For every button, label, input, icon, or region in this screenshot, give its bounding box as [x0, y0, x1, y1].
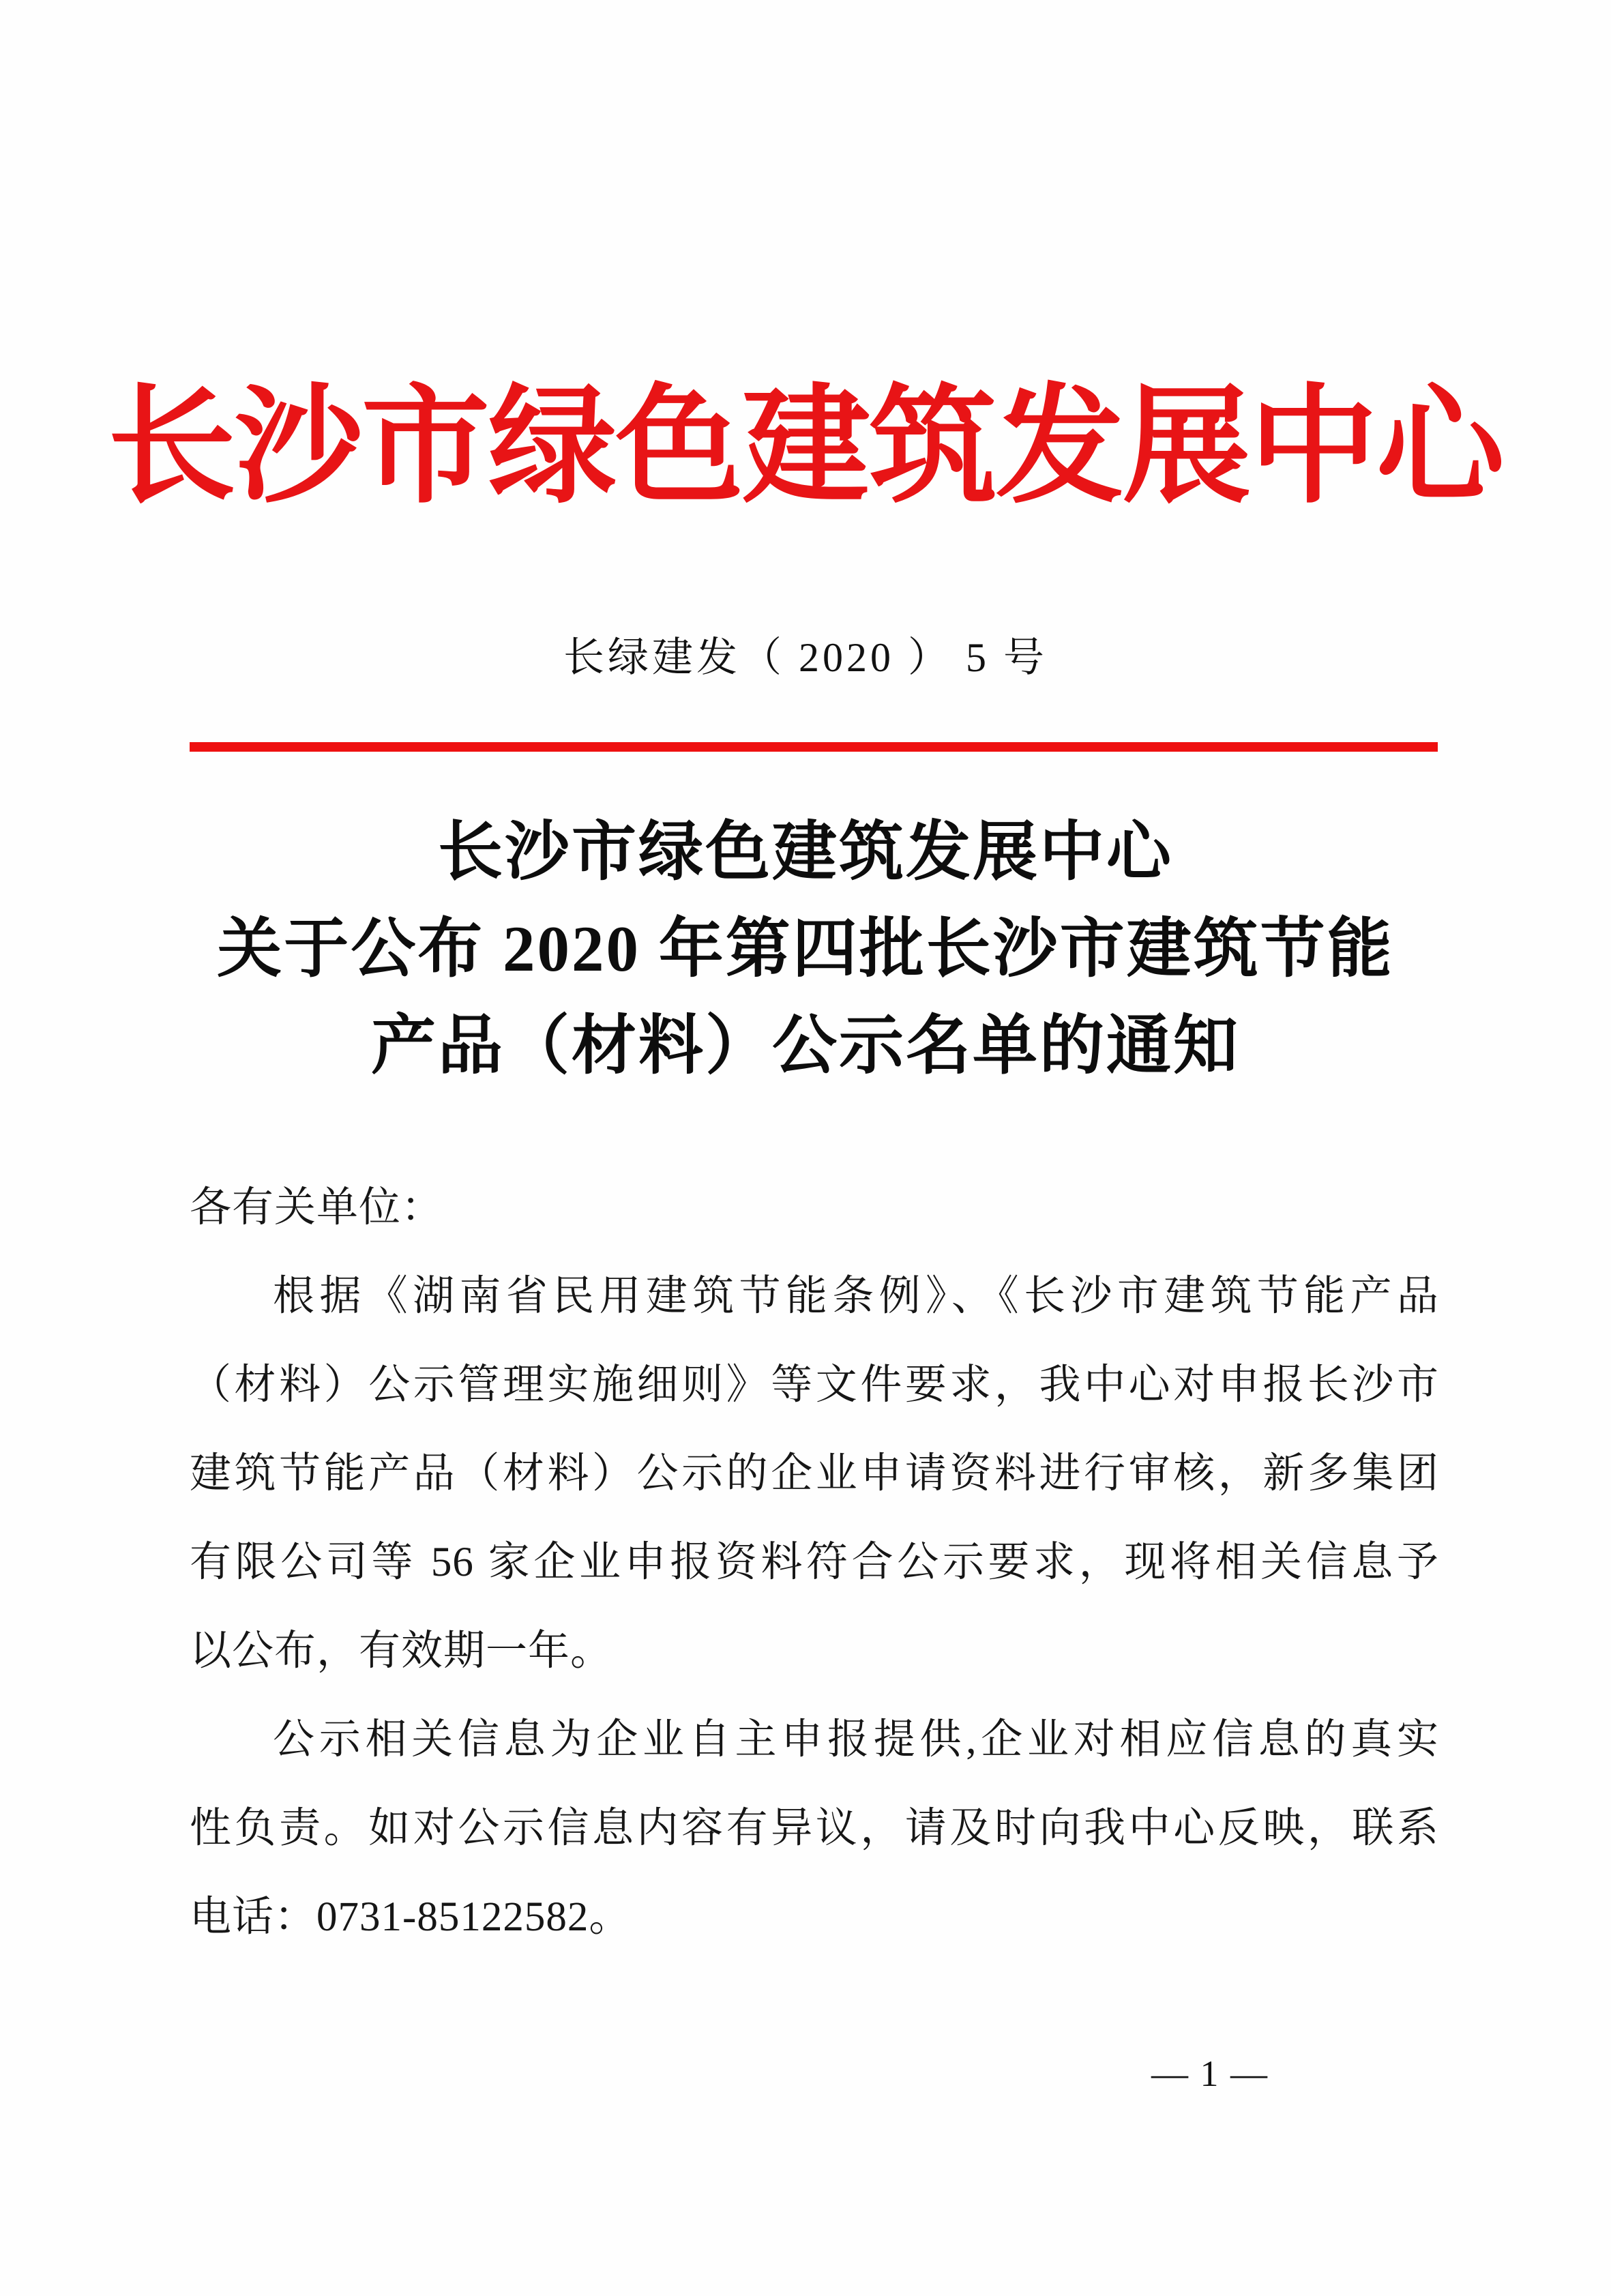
paragraph-1-line-1: 根据《湖南省民用建筑节能条例》、《长沙市建筑节能产品 [273, 1274, 1439, 1319]
paragraph-2-line-3: 电话：0731-85122582。 [190, 1894, 632, 1940]
paragraph-1-line-3: 建筑节能产品（材料）公示的企业申请资料进行审核，新多集团 [190, 1451, 1439, 1497]
document-body [190, 1164, 1439, 1962]
document-title-line-3: 产品（材料）公示名单的通知 [370, 1010, 1240, 1082]
salutation: 各有关单位： [190, 1185, 444, 1231]
document-title [0, 804, 1611, 1094]
document-title-line-1: 长沙市绿色建筑发展中心 [437, 816, 1173, 888]
document-title-line-2: 关于公布 2020 年第四批长沙市建筑节能 [217, 913, 1394, 985]
paragraph-1-line-5: 以公布，有效期一年。 [190, 1628, 613, 1674]
document-number: 长绿建发（ 2020 ） 5 号 [563, 635, 1048, 680]
paragraph-1-line-2: （材料）公示管理实施细则》等文件要求，我中心对申报长沙市 [190, 1362, 1439, 1408]
paragraph-2-line-1: 公示相关信息为企业自主申报提供,企业对相应信息的真实 [273, 1717, 1439, 1763]
paragraph-2-line-2: 性负责。如对公示信息内容有异议，请及时向我中心反映，联系 [190, 1806, 1439, 1851]
letterhead-divider-rule [190, 742, 1438, 752]
paragraph-1-line-4: 有限公司等 56 家企业申报资料符合公示要求，现将相关信息予 [190, 1540, 1439, 1585]
letterhead-org-title: 长沙市绿色建筑发展中心 [108, 376, 1503, 518]
page-number: — 1 — [1151, 2053, 1269, 2094]
